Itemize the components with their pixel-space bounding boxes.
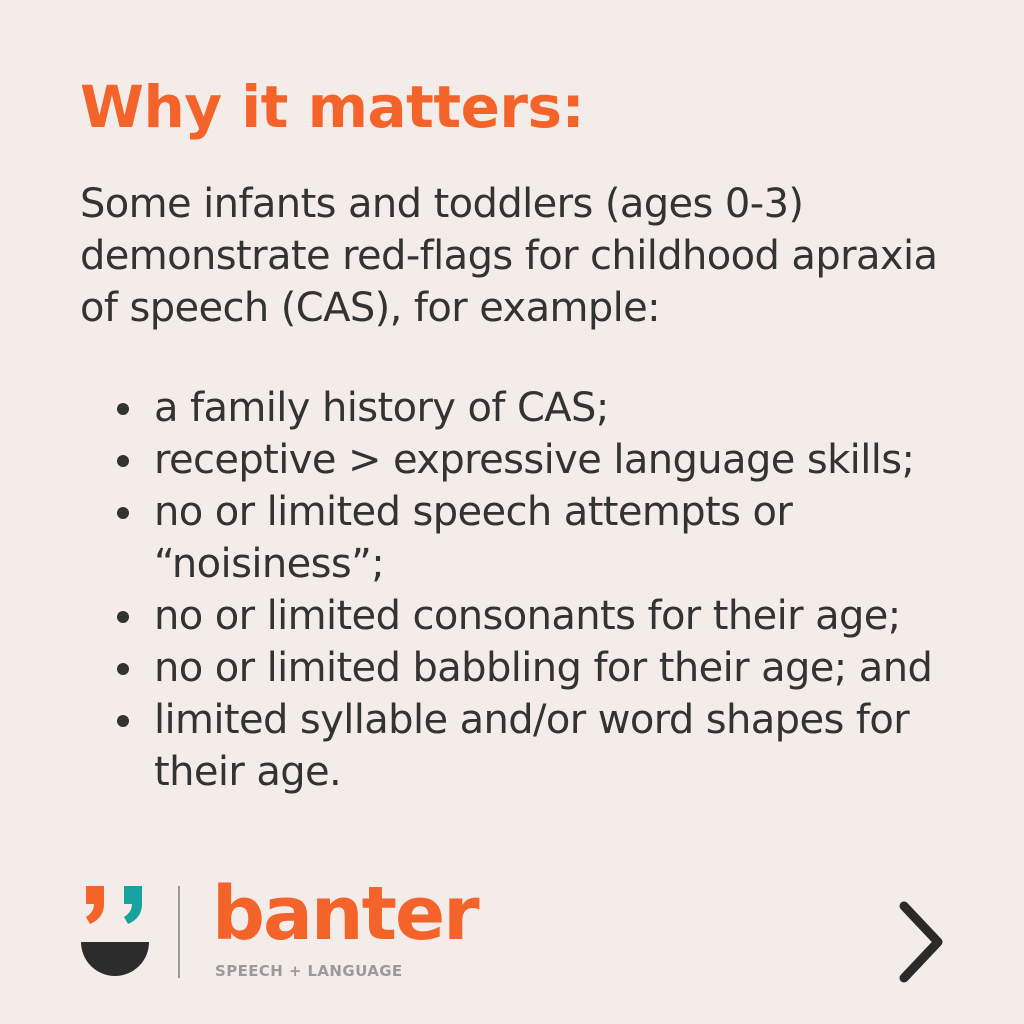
quote-face-icon <box>80 884 150 980</box>
chevron-right-icon <box>888 894 960 990</box>
list-item: receptive > expressive language skills; <box>80 434 960 486</box>
logo-tagline: SPEECH + LANGUAGE <box>215 962 403 980</box>
page-title: Why it matters: <box>80 73 585 141</box>
list-item: no or limited consonants for their age; <box>80 590 960 642</box>
next-button[interactable] <box>888 894 960 990</box>
logo-wordmark: banter <box>212 871 478 957</box>
brand-logo <box>80 871 480 984</box>
intro-paragraph: Some infants and toddlers (ages 0-3) demonstrate red-flags for childhood apraxia of speech (CAS), for example: <box>80 181 938 331</box>
list-item: a family history of CAS; <box>80 382 960 434</box>
logo-divider <box>178 886 180 978</box>
list-item: limited syllable and/or word shapes for their age. <box>80 694 960 798</box>
red-flags-list <box>80 382 960 798</box>
list-item: no or limited speech attempts or “noisiness”; <box>80 486 960 590</box>
list-item: no or limited babbling for their age; and <box>80 642 960 694</box>
